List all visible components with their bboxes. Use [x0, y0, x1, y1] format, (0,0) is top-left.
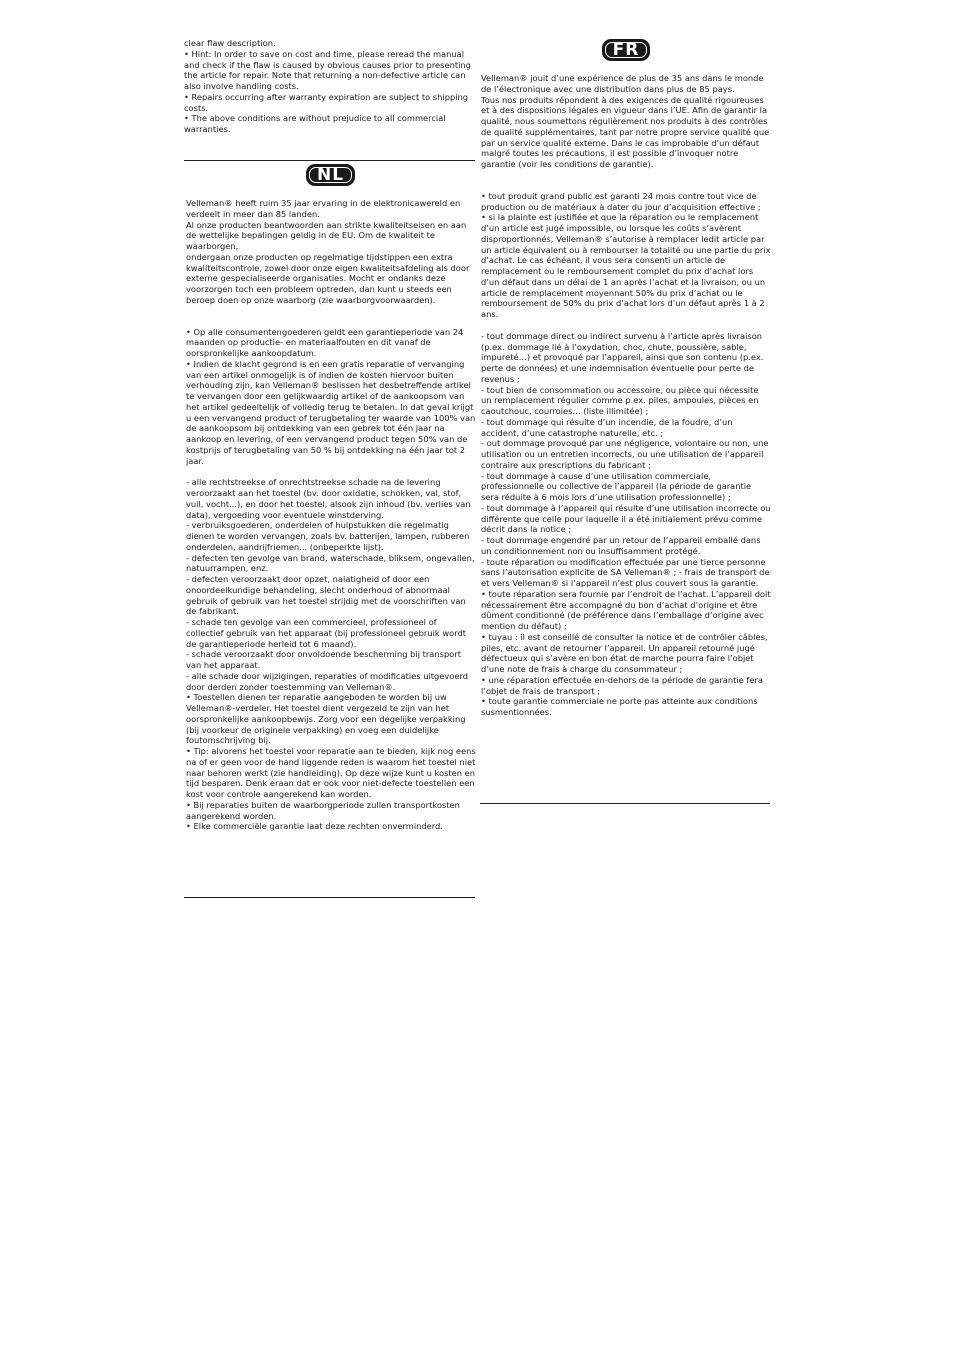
- paragraph: • Repairs occurring after warranty expiration are subject to shipping costs.: [184, 91, 469, 113]
- paragraph: Velleman® jouit d’une expérience de plus de 35 ans dans le monde de l’électronique avec une distribution dans plus de 85 pays.: [481, 73, 764, 94]
- fr-exclusions: [481, 331, 771, 718]
- left-column: [184, 38, 476, 135]
- list-item: • toute réparation sera fournie par l’endroit de l’achat. L’appareil doit nécessairement être accompagné du bon d’achat d’origine et être dûment conditionné (de préférence dans l’emballage d’origine avec mention du défaut) ;: [481, 588, 771, 631]
- list-item: - tout dommage engendré par un retour de l’appareil emballé dans un conditionnement non ou insuffisamment protégé.: [481, 535, 761, 556]
- section-divider: [480, 803, 770, 804]
- list-item: - defecten veroorzaakt door opzet, nalatigheid of door een onoordeelkundige behandeling, slecht onderhoud of abnormaal gebruik of gebruik van het toestel strijdig met de voorschriften van de fabrikant.: [186, 574, 466, 617]
- list-item: - alle schade door wijzigingen, reparaties of modificaties uitgevoerd door derden zonder toestemming van Velleman®.: [186, 670, 469, 692]
- list-item: - tout dommage à cause d’une utilisation commerciale, professionnelle ou collective de l’appareil (la période de garantie sera réduite à 6 mois lors d’une utilisation professionnelle) ;: [481, 470, 752, 502]
- nl-intro: [186, 198, 476, 306]
- paragraph: Tous nos produits répondent à des exigences de qualité rigoureuses et à des dispositions légales en vigueur dans l’UE. Afin de garantir la qualité, nous soumettons régulièrement nos produits à des contrôles de qualité supplémentaires, tant par notre propre service qualité que par un service qualité externe. Dans le cas improbable d’un défaut malgré toutes les précautions, il est possible d’invoquer notre garantie (voir les conditions de garantie).: [481, 94, 770, 169]
- paragraph: • The above conditions are without prejudice to all commercial warranties.: [184, 113, 446, 134]
- list-item: - schade veroorzaakt door onvoldoende bescherming bij transport van het apparaat.: [186, 649, 461, 670]
- en-warranty-tail: [184, 38, 476, 135]
- section-divider: [184, 897, 475, 898]
- list-item: - tout dommage direct ou indirect survenu à l’article après livraison (p.ex. dommage lié à l’oxydation, choc, chute, poussière, sable, impureté…) et provoqué par l’appareil, ainsi que son contenu (p.ex. perte de données) et une indemnisation éventuelle pour perte de revenus ;: [481, 330, 764, 384]
- paragraph: • Hint: In order to save on cost and time, please reread the manual and check if the flaw is caused by obvious causes prior to presenting the article for repair. Note that returning a non-defective article can also involve handling costs.: [184, 48, 471, 91]
- nl-guarantee: [186, 327, 476, 467]
- list-item: • Op alle consumentengoederen geldt een garantieperiode van 24 maanden op productie- en materiaalfouten en dit vanaf de oorspronkelijke aankoopdatum.: [186, 326, 464, 358]
- nl-language-badge: NL: [306, 164, 355, 186]
- list-item: - alle rechtstreekse of onrechtstreekse schade na de levering veroorzaakt aan het toestel (bv. door oxidatie, schokken, val, stof, vuil, vocht...), en door het toestel, alsook zijn inhoud (bv. verlies van data), vergoeding voor eventuele winstderving.: [186, 477, 471, 520]
- list-item: • une réparation effectuée en-dehors de la période de garantie fera l’objet de frais de transport ;: [481, 674, 763, 696]
- list-item: • si la plainte est justifiée et que la réparation ou le remplacement d’un article est jugé impossible, ou lorsque les coûts s’avèrent disproportionnés, Velleman® s’autorise à remplacer ledit article par un article équivalent ou à rembourser la totalité ou une partie du prix d’achat. Le cas échéant, il vous sera consenti un article de remplacement ou le remboursement complet du prix d’achat lors d’un défaut dans un délai de 1 an après l’achat et la livraison, ou un article de remplacement moyennant 50% du prix d’achat ou le remboursement de 50% du prix d’achat lors d’un défaut après 1 à 2 ans.: [481, 212, 771, 319]
- list-item: • Toestellen dienen ter reparatie aangeboden te worden bij uw Velleman®-verdeler. Het toestel dient vergezeld te zijn van het oorspronkelijke aankoopbewijs. Zorg voor een degelijke verpakking (bij voorkeur de originele verpakking) en voeg een duidelijke foutomschrijving bij.: [186, 692, 466, 746]
- list-item: - out dommage provoqué par une négligence, volontaire ou non, une utilisation ou un entretien incorrects, ou une utilisation de l’appareil contraire aux prescriptions du fabricant ;: [481, 438, 769, 470]
- fr-intro: [481, 73, 771, 170]
- paragraph: Al onze producten beantwoorden aan strikte kwaliteitseisen en aan de wettelijke bepalingen geldig in de EU. Om de kwaliteit te waarborgen,: [186, 219, 467, 251]
- fr-language-badge: FR: [602, 39, 650, 61]
- nl-section: [186, 198, 476, 832]
- fr-section: [481, 73, 771, 718]
- nl-exclusions: [186, 477, 476, 832]
- paragraph: ondergaan onze producten op regelmatige tijdstippen een extra kwaliteitscontrole, zowel door onze eigen kwaliteitsafdeling als door externe gespecialiseerde organisaties. Mocht er ondanks deze voorzorgen toch een probleem optreden, dan kunt u steeds een beroep doen op onze waarborg (zie waarborgvoorwaarden).: [186, 251, 470, 305]
- list-item: - verbruiksgoederen, onderdelen of hulpstukken die regelmatig dienen te worden vervangen, zoals bv. batterijen, lampen, rubberen onderdelen, aandrijfriemen... (onbeperkte lijst).: [186, 520, 470, 552]
- list-item: - toute réparation ou modification effectuée par une tierce personne sans l’autorisation explicite de SA Velleman® ; - frais de transport de et vers Velleman® si l’appareil n’est plus couvert sous la garantie.: [481, 556, 770, 588]
- list-item: • Bij reparaties buiten de waarborgperiode zullen transportkosten aangerekend worden.: [186, 799, 460, 821]
- fr-guarantee: [481, 191, 771, 320]
- list-item: • Elke commerciële garantie laat deze rechten onverminderd.: [186, 821, 443, 832]
- section-divider: [184, 160, 475, 161]
- list-item: • Indien de klacht gegrond is en een gratis reparatie of vervanging van een artikel onmogelijk is of indien de kosten hiervoor buiten verhouding zijn, kan Velleman® beslissen het desbetreffende artikel te vervangen door een gelijkwaardig artikel of de aankoopsom van het artikel gedeeltelijk of volledig terug te betalen. In dat geval krijgt u een vervangend product of terugbetaling ter waarde van 100% van de aankoopsom bij ontdekking van een gebrek tot één jaar na aankoop en levering, of een vervangend product tegen 50% van de kostprijs of terugbetaling van 50 % bij ontdekking na één jaar tot 2 jaar.: [186, 358, 476, 466]
- paragraph: clear flaw description.: [184, 38, 276, 48]
- paragraph: Velleman® heeft ruim 35 jaar ervaring in de elektronicawereld en verdeelt in meer dan 85 landen.: [186, 198, 461, 219]
- list-item: - tout bien de consommation ou accessoire, ou pièce qui nécessite un remplacement régulier comme p.ex. piles, ampoules, pièces en caoutchouc, courroies… (liste illimitée) ;: [481, 384, 759, 416]
- list-item: • Tip: alvorens het toestel voor reparatie aan te bieden, kijk nog eens na of er geen voor de hand liggende reden is waarom het toestel niet naar behoren werkt (zie handleiding). Op deze wijze kunt u kosten en tijd besparen. Denk eraan dat er ook voor niet-defecte toestellen een kost voor controle aangerekend kan worden.: [186, 746, 476, 799]
- list-item: • toute garantie commerciale ne porte pas atteinte aux conditions susmentionnées.: [481, 696, 758, 717]
- list-item: - tout dommage à l’appareil qui résulte d’une utilisation incorrecte ou différente que celle pour laquelle il a été initialement prévu comme décrit dans la notice ;: [481, 502, 771, 535]
- list-item: • tout produit grand public est garanti 24 mois contre tout vice de production ou de matériaux à dater du jour d’acquisition effective ;: [481, 190, 761, 212]
- list-item: - schade ten gevolge van een commercieel, professioneel of collectief gebruik van het apparaat (bij professioneel gebruik wordt de garantieperiode herleid tot 6 maand).: [186, 617, 466, 649]
- list-item: - tout dommage qui résulte d’un incendie, de la foudre, d’un accident, d’une catastrophe naturelle, etc. ;: [481, 416, 733, 438]
- list-item: - defecten ten gevolge van brand, waterschade, bliksem, ongevallen, natuurrampen, enz.: [186, 552, 475, 574]
- list-item: • tuyau : il est conseillé de consulter la notice et de contrôler câbles, piles, etc. avant de retourner l’appareil. Un appareil retourné jugé défectueux qui s’avère en bon état de marche pourra faire l’objet d’une note de frais à charge du consommateur ;: [481, 631, 768, 674]
